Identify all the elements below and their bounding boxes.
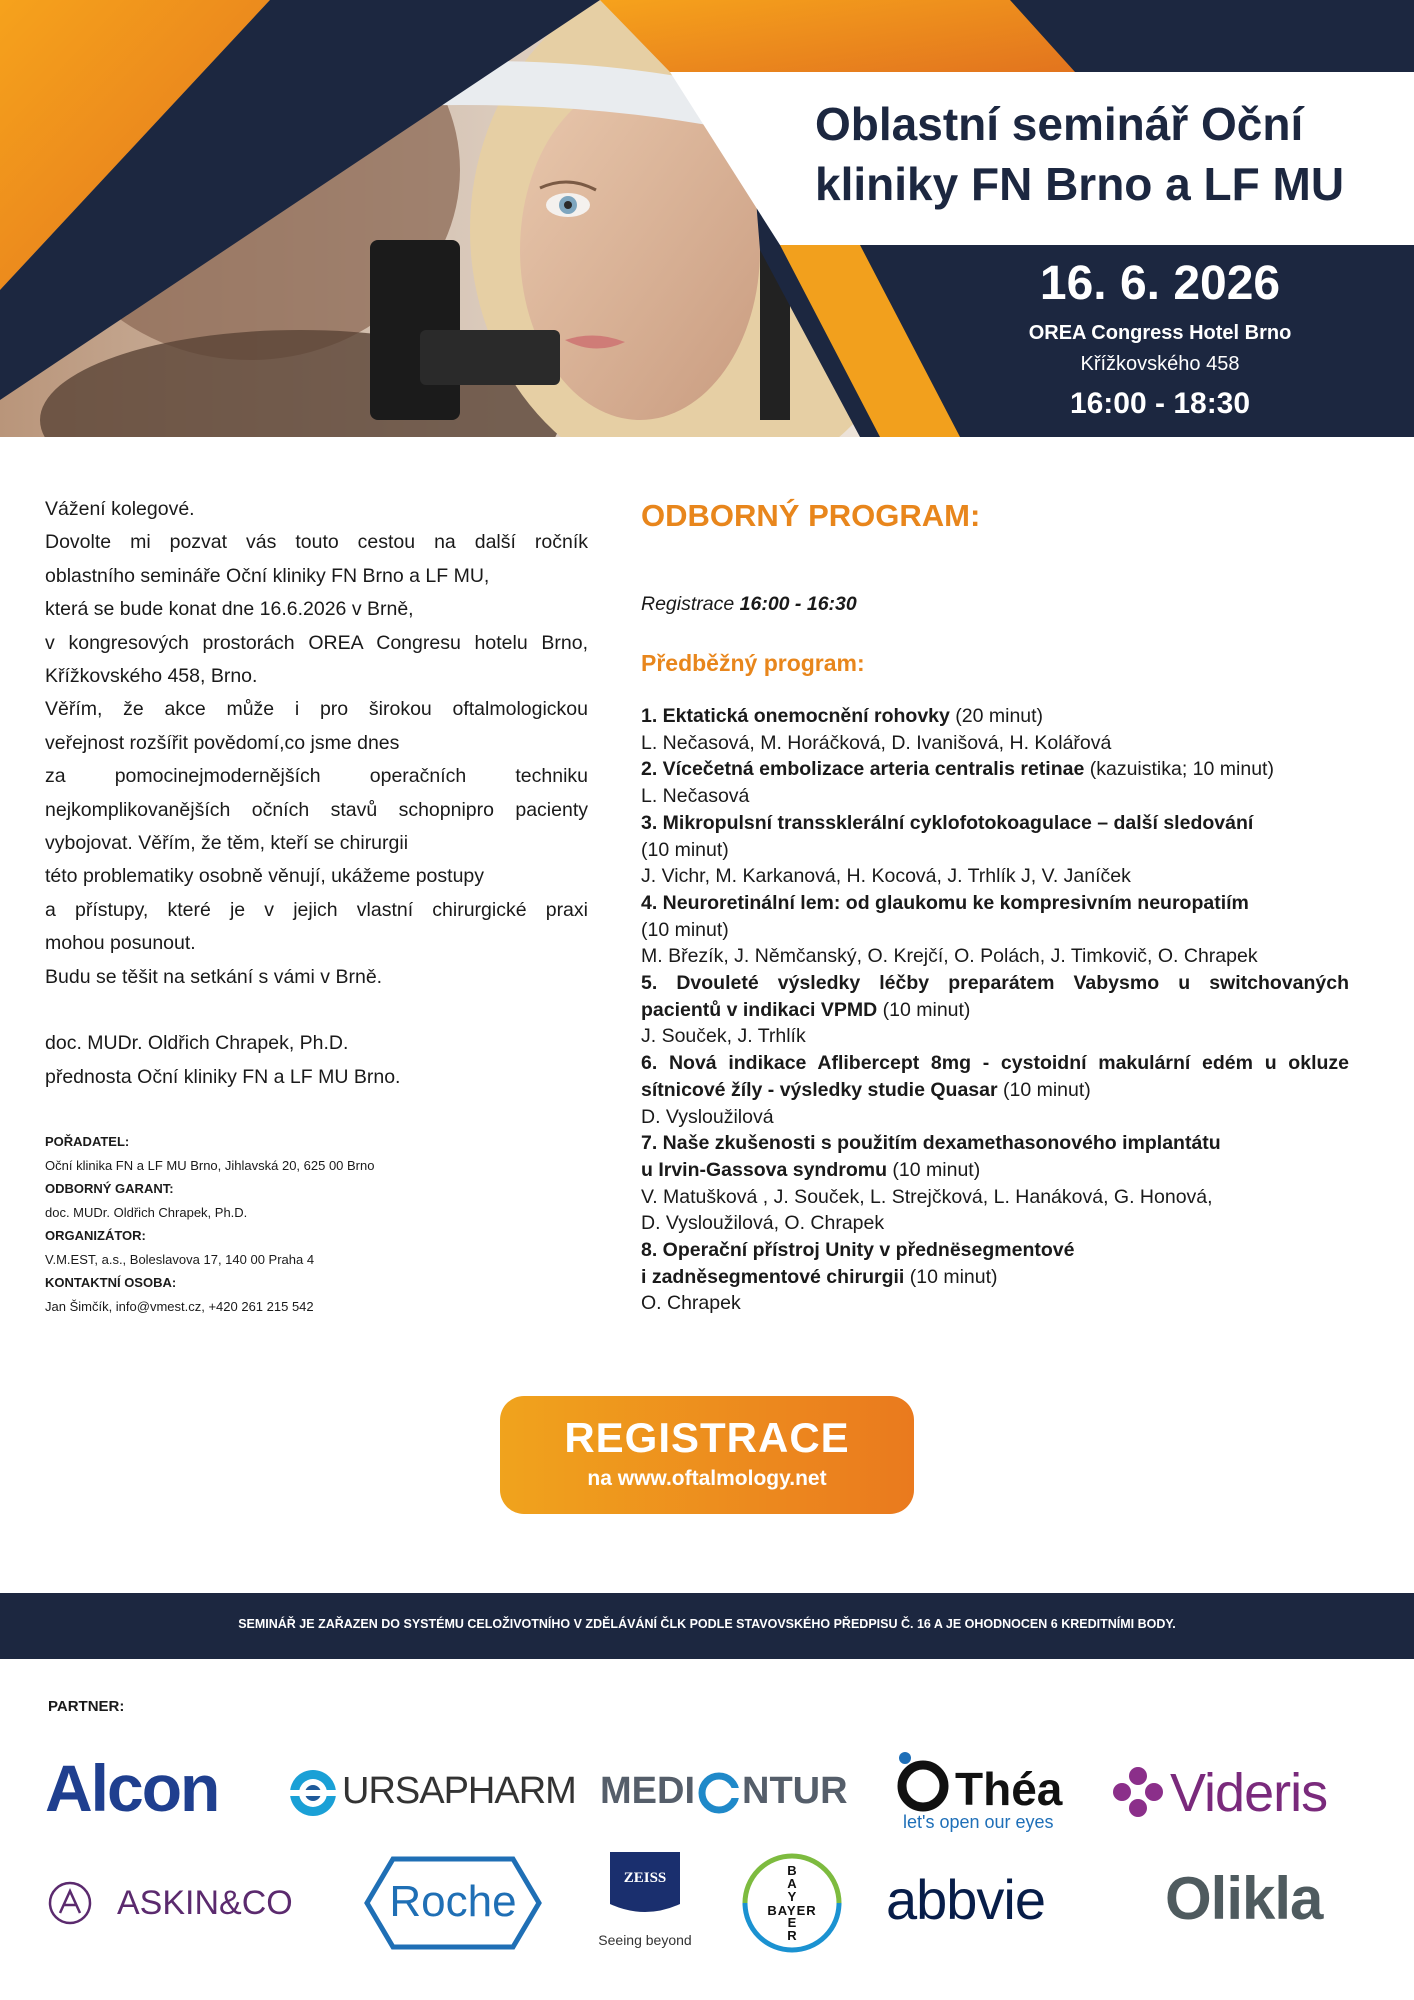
title-line-2: kliniky FN Brno a LF MU bbox=[815, 158, 1345, 210]
program-authors: J. Souček, J. Trhlík bbox=[641, 1025, 806, 1048]
videris-flower-icon bbox=[1112, 1766, 1164, 1818]
contact-value: Jan Šimčík, info@vmest.cz, +420 261 215 542 bbox=[45, 1298, 314, 1314]
program-duration: (10 minut) bbox=[641, 838, 729, 861]
letter-line: nejkomplikovanějších očních stavů schopnipro pacienty bbox=[45, 798, 588, 821]
letter-line: Křížkovského 458, Brno. bbox=[45, 665, 258, 688]
thea-logo: Théa let's open our eyes bbox=[895, 1750, 1075, 1835]
abbvie-logo: abbvie bbox=[886, 1868, 1046, 1931]
program-authors: D. Vysloužilová bbox=[641, 1105, 774, 1128]
organizator-heading: ORGANIZÁTOR: bbox=[45, 1228, 146, 1243]
ursapharm-icon bbox=[288, 1768, 338, 1818]
guarantor-heading: ODBORNÝ GARANT: bbox=[45, 1181, 174, 1196]
medicontur-logo: MEDI NTUR bbox=[600, 1770, 848, 1812]
alcon-logo: Alcon bbox=[45, 1751, 219, 1825]
letter-line: vybojovat. Věřím, že těm, kteří se chirurgii bbox=[45, 832, 409, 855]
accreditation-bar bbox=[0, 1593, 1414, 1659]
program-item: 8. Operační přístroj Unity v přednësegmentové bbox=[641, 1239, 1075, 1262]
program-list bbox=[641, 703, 1349, 1317]
svg-text:Y: Y bbox=[787, 1889, 797, 1904]
program-authors: L. Nečasová bbox=[641, 785, 750, 808]
header-banner bbox=[0, 0, 1414, 437]
olikla-logo: Olikla bbox=[1165, 1865, 1323, 1932]
registration-hours: 16:00 - 16:30 bbox=[739, 593, 857, 615]
askin-logo: ASKIN&CO bbox=[47, 1878, 317, 1930]
event-time: 16:00 - 18:30 bbox=[1069, 387, 1251, 420]
page-title bbox=[815, 94, 1375, 214]
program-item: 2. Vícečetná embolizace arteria centralis retinae (kazuistika; 10 minut) bbox=[641, 758, 1274, 781]
program-item: 3. Mikropulsní transsklerální cyklofotokoagulace – další sledování bbox=[641, 811, 1254, 834]
signature-title: přednosta Oční kliniky FN a LF MU Brno. bbox=[45, 1065, 401, 1088]
program-title: ODBORNÝ PROGRAM: bbox=[641, 498, 981, 533]
letter-line: a přístupy, které je v jejich vlastní chirurgické praxi bbox=[45, 898, 588, 921]
program-item-cont: i zadněsegmentové chirurgii (10 minut) bbox=[641, 1265, 998, 1288]
program-authors: O. Chrapek bbox=[641, 1292, 741, 1315]
letter-line: této problematiky osobně věnují, ukážeme postupy bbox=[45, 865, 485, 888]
letter-line: Dovolte mi pozvat vás touto cestou na další ročník bbox=[45, 531, 588, 554]
program-item: 4. Neuroretinální lem: od glaukomu ke kompresivním neuropatiím bbox=[641, 891, 1249, 914]
videris-logo: Videris bbox=[1112, 1762, 1372, 1822]
program-item-cont: sítnicové žíly - výsledky studie Quasar (10 minut) bbox=[641, 1078, 1091, 1101]
organizer-value: Oční klinika FN a LF MU Brno, Jihlavská 20, 625 00 Brno bbox=[45, 1157, 375, 1173]
program-authors: D. Vysloužilová, O. Chrapek bbox=[641, 1212, 885, 1235]
event-venue: OREA Congress Hotel Brno bbox=[1028, 322, 1292, 344]
event-address: Křížkovského 458 bbox=[1080, 353, 1240, 375]
thea-o-icon bbox=[895, 1750, 951, 1812]
title-line-1: Oblastní seminář Oční bbox=[815, 98, 1304, 150]
registration-label: Registrace bbox=[641, 593, 735, 615]
letter-line: veřejnost rozšířit povědomí,co jsme dnes bbox=[45, 731, 400, 754]
organizers-block bbox=[45, 1130, 605, 1318]
program-item: 5. Dvouleté výsledky léčby preparátem Vabysmo u switchovaných bbox=[641, 972, 1349, 995]
guarantor-value: doc. MUDr. Oldřich Chrapek, Ph.D. bbox=[45, 1204, 248, 1220]
letter-line: v kongresových prostorách OREA Congresu hotelu Brno, bbox=[45, 631, 588, 654]
organizer-heading: POŘADATEL: bbox=[45, 1134, 130, 1149]
partners-heading: PARTNER: bbox=[48, 1698, 125, 1715]
letter-line: za pomocinejmodernějších operačních techniku bbox=[45, 765, 588, 788]
program-authors: V. Matušková , J. Souček, L. Strejčková, L. Hanáková, G. Honová, bbox=[641, 1185, 1213, 1208]
program-authors: L. Nečasová, M. Horáčková, D. Ivanišová, H. Kolářová bbox=[641, 731, 1112, 754]
roche-logo: Roche bbox=[363, 1855, 543, 1951]
medicontur-c-icon bbox=[698, 1772, 740, 1814]
program-duration: (10 minut) bbox=[641, 918, 729, 941]
registration-time bbox=[641, 593, 857, 616]
registration-url[interactable]: na www.oftalmology.net bbox=[587, 1467, 827, 1490]
program-item: 7. Naše zkušenosti s použitím dexamethasonového implantátu bbox=[641, 1132, 1221, 1155]
organizator-value: V.M.EST, a.s., Boleslavova 17, 140 00 Praha 4 bbox=[45, 1251, 315, 1267]
program-authors: M. Březík, J. Němčanský, O. Krejčí, O. Polách, J. Timkovič, O. Chrapek bbox=[641, 945, 1258, 968]
bayer-logo: B A Y E R BAYER bbox=[742, 1853, 842, 1953]
svg-text:E: E bbox=[787, 1915, 797, 1930]
program-item: 6. Nová indikace Aflibercept 8mg - cystoidní makulární edém u okluze bbox=[641, 1052, 1349, 1075]
svg-text:B: B bbox=[787, 1863, 797, 1878]
invitation-letter bbox=[45, 493, 588, 1094]
letter-line: mohou posunout. bbox=[45, 932, 196, 955]
program-item: 1. Ektatická onemocnění rohovky (20 minut) bbox=[641, 705, 1044, 727]
askin-icon bbox=[47, 1880, 93, 1926]
registration-button[interactable] bbox=[500, 1396, 914, 1514]
letter-line: Věřím, že akce může i pro širokou oftalmologickou bbox=[45, 698, 588, 721]
registration-button-label: REGISTRACE bbox=[564, 1414, 850, 1461]
svg-text:A: A bbox=[787, 1876, 797, 1891]
program-item-cont: u Irvin-Gassova syndromu (10 minut) bbox=[641, 1158, 981, 1181]
ursapharm-logo: URSAPHARM bbox=[288, 1766, 558, 1820]
letter-line: Vážení kolegové. bbox=[45, 498, 195, 520]
letter-line: která se bude konat dne 16.6.2026 v Brně, bbox=[45, 598, 414, 621]
letter-line: oblastního semináře Oční kliniky FN Brno a LF MU, bbox=[45, 564, 490, 587]
svg-text:R: R bbox=[787, 1928, 797, 1943]
accreditation-text: SEMINÁŘ JE ZAŘAZEN DO SYSTÉMU CELOŽIVOTNÍHO V ZDĚLÁVÁNÍ ČLK PODLE STAVOVSKÉHO PŘEDPISU Č. 16 A JE OHODNOCEN 6 KREDITNÍMI BODY. bbox=[238, 1617, 1176, 1631]
program-authors: J. Vichr, M. Karkanová, H. Kocová, J. Trhlík J, V. Janíček bbox=[641, 865, 1131, 888]
zeiss-logo: ZEISS Seeing beyond bbox=[590, 1852, 700, 1956]
contact-heading: KONTAKTNÍ OSOBA: bbox=[45, 1275, 177, 1290]
letter-line: Budu se těšit na setkání s vámi v Brně. bbox=[45, 965, 383, 988]
signature-name: doc. MUDr. Oldřich Chrapek, Ph.D. bbox=[45, 1032, 349, 1055]
event-date: 16. 6. 2026 bbox=[1039, 257, 1281, 310]
program-item-cont: pacientů v indikaci VPMD (10 minut) bbox=[641, 998, 971, 1021]
preliminary-program-heading: Předběžný program: bbox=[641, 650, 865, 676]
